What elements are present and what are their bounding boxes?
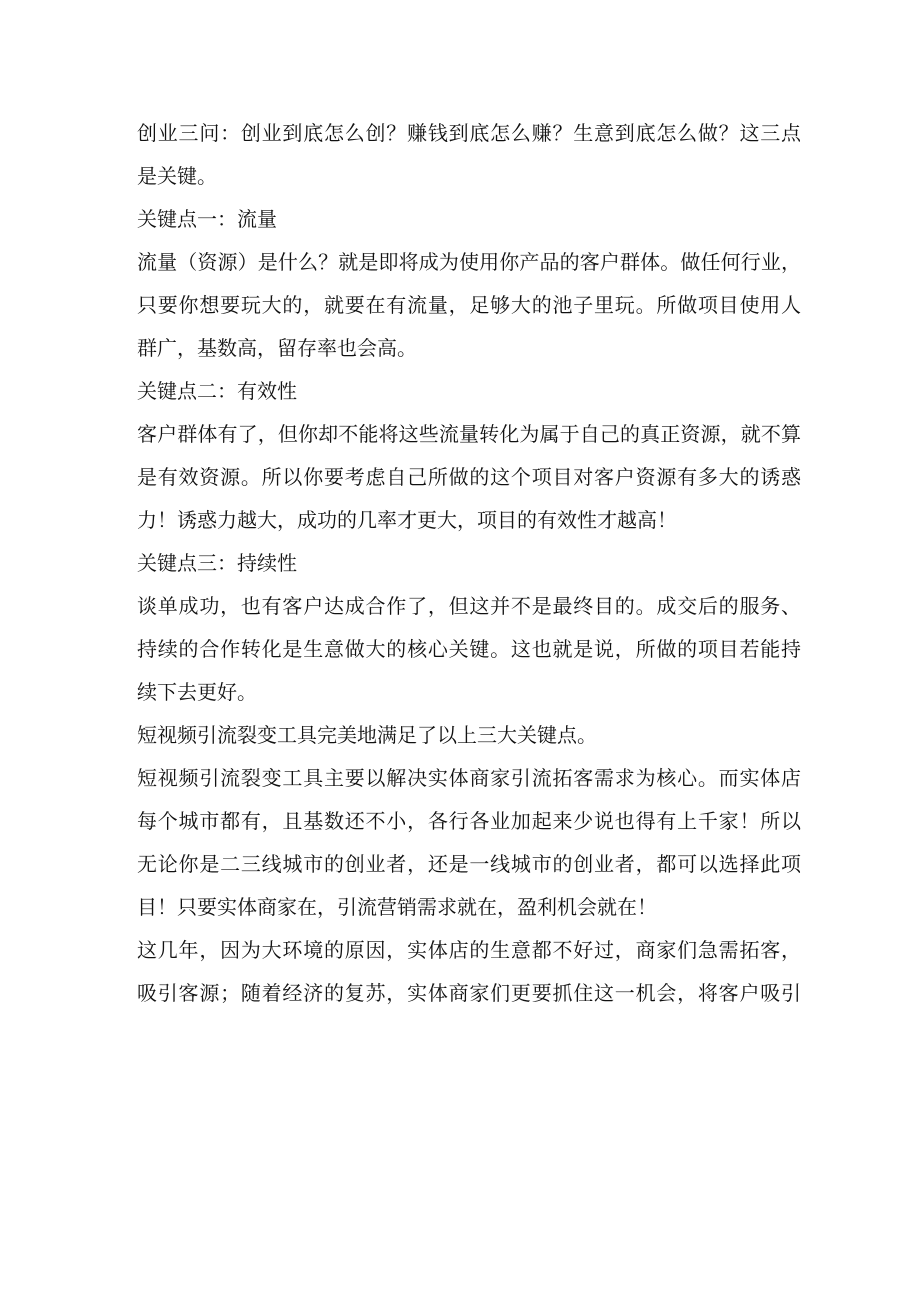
heading-key-point-3 xyxy=(137,542,801,585)
text-line: 只要你想要玩大的，就要在有流量，足够大的池子里玩。所做项目使用人 xyxy=(137,293,801,317)
paragraph-sustainability xyxy=(137,585,801,714)
section-heading: 关键点二：有效性 xyxy=(137,379,297,403)
text-line: 持续的合作转化是生意做大的核心关键。这也就是说，所做的项目若能持 xyxy=(137,637,801,661)
text-line: 谈单成功，也有客户达成合作了，但这并不是最终目的。成交后的服务、 xyxy=(137,594,801,618)
text-line: 群广，基数高，留存率也会高。 xyxy=(137,336,417,360)
text-line: 短视频引流裂变工具完美地满足了以上三大关键点。 xyxy=(137,723,597,747)
paragraph-market-context xyxy=(137,929,801,1015)
text-line: 无论你是二三线城市的创业者，还是一线城市的创业者，都可以选择此项 xyxy=(137,852,801,876)
text-line: 力！诱惑力越大，成功的几率才更大，项目的有效性才越高！ xyxy=(137,508,677,532)
text-line: 短视频引流裂变工具主要以解决实体商家引流拓客需求为核心。而实体店 xyxy=(137,766,801,790)
text-line: 目！只要实体商家在，引流营销需求就在，盈利机会就在！ xyxy=(137,895,657,919)
text-line: 吸引客源；随着经济的复苏，实体商家们更要抓住这一机会，将客户吸引 xyxy=(137,981,801,1005)
paragraph-traffic xyxy=(137,241,801,370)
text-line: 续下去更好。 xyxy=(137,680,257,704)
paragraph-intro xyxy=(137,112,801,198)
text-line: 这几年，因为大环境的原因，实体店的生意都不好过，商家们急需拓客， xyxy=(137,938,801,962)
text-line: 每个城市都有，且基数还不小，各行各业加起来少说也得有上千家！所以 xyxy=(137,809,801,833)
heading-key-point-2 xyxy=(137,370,801,413)
paragraph-summary xyxy=(137,714,801,757)
section-heading: 关键点一：流量 xyxy=(137,207,277,231)
text-line: 流量（资源）是什么？就是即将成为使用你产品的客户群体。做任何行业， xyxy=(137,250,801,274)
section-heading: 关键点三：持续性 xyxy=(137,551,297,575)
document-body xyxy=(137,112,801,1015)
text-line: 客户群体有了，但你却不能将这些流量转化为属于自己的真正资源，就不算 xyxy=(137,422,801,446)
text-line: 是关键。 xyxy=(137,164,217,188)
paragraph-tool-description xyxy=(137,757,801,929)
text-line: 创业三问：创业到底怎么创？赚钱到底怎么赚？生意到底怎么做？这三点 xyxy=(137,121,801,145)
text-line: 是有效资源。所以你要考虑自己所做的这个项目对客户资源有多大的诱惑 xyxy=(137,465,801,489)
paragraph-effectiveness xyxy=(137,413,801,542)
heading-key-point-1 xyxy=(137,198,801,241)
